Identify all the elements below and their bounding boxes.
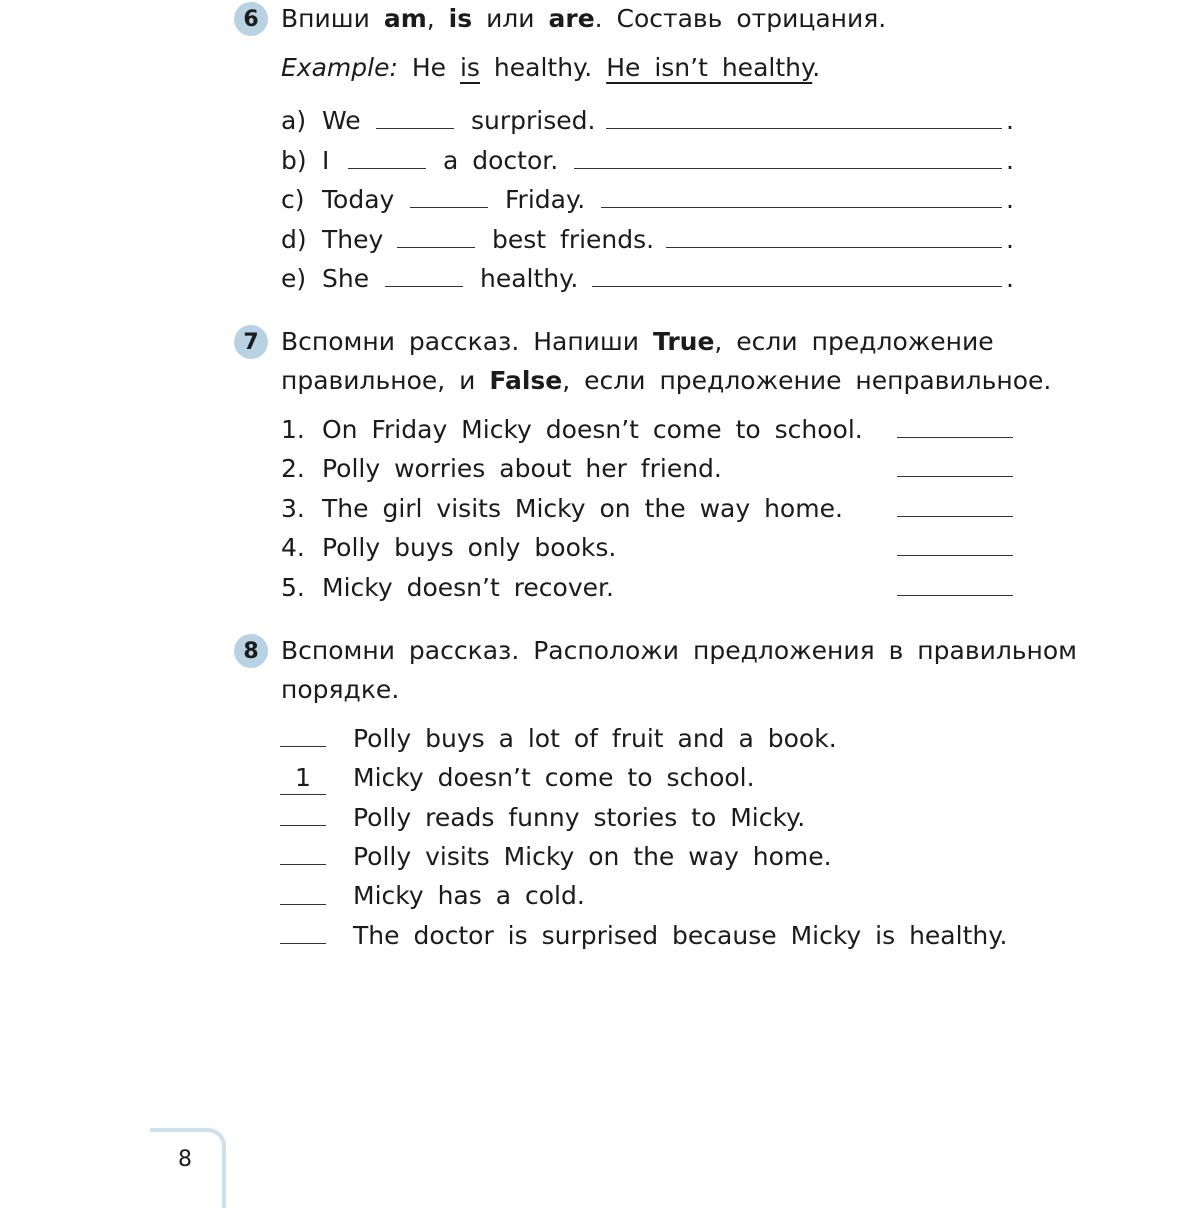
exercise-7-item-text: Polly buys only books. <box>322 533 617 562</box>
exercise-7-instruction-line1: Вспомни рассказ. Напиши True, если предложение <box>281 327 994 356</box>
item-a-verb-blank[interactable] <box>376 128 454 129</box>
true-false-answer-blank[interactable] <box>897 437 1013 438</box>
exercise-6-item-b: b) <box>281 146 307 175</box>
exercise-7-item-number: 4. <box>281 533 305 562</box>
order-number-blank[interactable] <box>280 825 326 826</box>
item-a-answer-blank[interactable] <box>606 128 1002 129</box>
exercise-6-item-c: c) <box>281 185 305 214</box>
item-c-rest: Friday. <box>505 185 586 214</box>
exercise-8-item-text: The doctor is surprised because Micky is healthy. <box>353 921 1008 950</box>
exercise-8-instruction-line1: Вспомни рассказ. Расположи предложения в правильном <box>281 636 1078 665</box>
order-number-blank[interactable] <box>280 746 326 747</box>
item-a-subject: We <box>322 106 361 135</box>
exercise-6-item-d: d) <box>281 225 307 254</box>
item-a-rest: surprised. <box>471 106 596 135</box>
item-d-answer-blank[interactable] <box>666 247 1002 248</box>
true-false-answer-blank[interactable] <box>897 476 1013 477</box>
item-e-answer-blank[interactable] <box>592 286 1002 287</box>
exercise-7-badge: 7 <box>234 325 268 359</box>
exercise-7-item-text: Polly worries about her friend. <box>322 454 722 483</box>
exercise-8-item-text: Micky has a cold. <box>353 881 585 910</box>
item-e-rest: healthy. <box>480 264 579 293</box>
order-number-blank[interactable] <box>280 864 326 865</box>
item-a-period: . <box>1006 106 1014 135</box>
exercise-8-item-text: Micky doesn’t come to school. <box>353 763 755 792</box>
exercise-7-item-number: 2. <box>281 454 305 483</box>
exercise-8-item-text: Polly reads funny stories to Micky. <box>353 803 806 832</box>
page-number: 8 <box>178 1147 192 1172</box>
true-false-answer-blank[interactable] <box>897 516 1013 517</box>
item-d-period: . <box>1006 225 1014 254</box>
exercise-7-instruction-line2: правильное, и False, если предложение неправильное. <box>281 366 1052 395</box>
exercise-7-item-text: On Friday Micky doesn’t come to school. <box>322 415 863 444</box>
exercise-8-item-text: Polly buys a lot of fruit and a book. <box>353 724 837 753</box>
item-b-verb-blank[interactable] <box>348 168 426 169</box>
exercise-6-instruction: Впиши am, is или are. Составь отрицания. <box>281 4 887 33</box>
true-false-answer-blank[interactable] <box>897 595 1013 596</box>
item-e-verb-blank[interactable] <box>385 286 463 287</box>
exercise-7-item-number: 5. <box>281 573 305 602</box>
item-e-period: . <box>1006 264 1014 293</box>
item-c-subject: Today <box>322 185 395 214</box>
item-e-subject: She <box>322 264 370 293</box>
exercise-6-item-e: e) <box>281 264 307 293</box>
exercise-6-item-a: a) <box>281 106 307 135</box>
exercise-7-item-number: 1. <box>281 415 305 444</box>
item-c-period: . <box>1006 185 1014 214</box>
order-number-blank[interactable] <box>280 794 326 795</box>
exercise-6-badge: 6 <box>234 2 268 36</box>
true-false-answer-blank[interactable] <box>897 555 1013 556</box>
item-b-answer-blank[interactable] <box>574 168 1002 169</box>
exercise-8-instruction-line2: порядке. <box>281 675 400 704</box>
item-d-subject: They <box>322 225 384 254</box>
item-b-rest: a doctor. <box>443 146 559 175</box>
item-c-verb-blank[interactable] <box>410 207 488 208</box>
exercise-7-item-number: 3. <box>281 494 305 523</box>
item-d-rest: best friends. <box>492 225 655 254</box>
order-number-blank[interactable] <box>280 943 326 944</box>
exercise-8-badge: 8 <box>234 634 268 668</box>
order-number-blank[interactable] <box>280 904 326 905</box>
exercise-6-example: Example: He is healthy. He isn’t healthy. <box>281 53 821 82</box>
exercise-7-item-text: Micky doesn’t recover. <box>322 573 614 602</box>
order-number-value: 1 <box>295 763 311 792</box>
exercise-7-item-text: The girl visits Micky on the way home. <box>322 494 843 523</box>
item-b-subject: I <box>322 146 330 175</box>
item-b-period: . <box>1006 146 1014 175</box>
exercise-8-item-text: Polly visits Micky on the way home. <box>353 842 832 871</box>
item-d-verb-blank[interactable] <box>397 247 475 248</box>
item-c-answer-blank[interactable] <box>601 207 1002 208</box>
